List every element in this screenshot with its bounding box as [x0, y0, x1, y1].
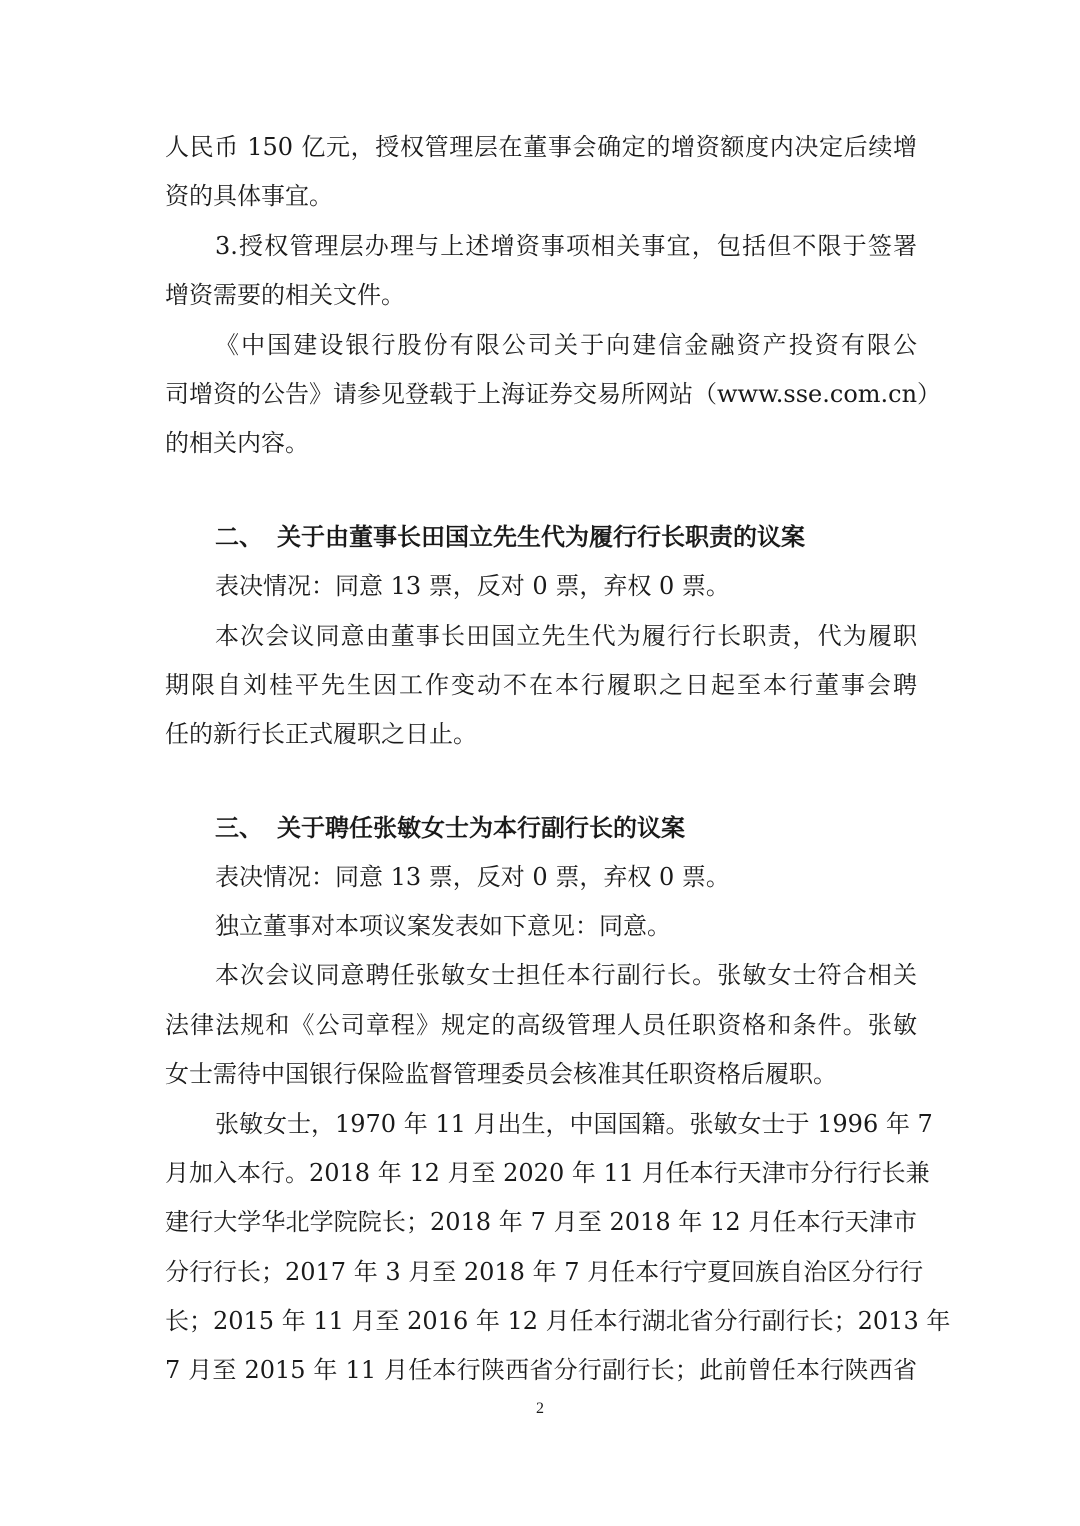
section-2-body-line-1: 本次会议同意由董事长田国立先生代为履行行长职责，代为履职 — [215, 622, 917, 650]
section-3-bio-line-5: 长；2015 年 11 月至 2016 年 12 月任本行湖北省分行副行长；2013 年 — [165, 1307, 951, 1335]
section-2-body-line-2: 期限自刘桂平先生因工作变动不在本行履职之日起至本行董事会聘 — [165, 671, 917, 699]
paragraph-2-line-1: 3.授权管理层办理与上述增资事项相关事宜，包括但不限于签署 — [215, 232, 917, 260]
section-3-body-line-1: 本次会议同意聘任张敏女士担任本行副行长。张敏女士符合相关 — [215, 961, 917, 989]
section-2-body-line-3: 任的新行长正式履职之日止。 — [165, 720, 477, 748]
section-2-title: 关于由董事长田国立先生代为履行行长职责的议案 — [277, 523, 805, 551]
paragraph-3-line-3: 的相关内容。 — [165, 429, 309, 457]
section-3-bio-line-6: 7 月至 2015 年 11 月任本行陕西省分行副行长；此前曾任本行陕西省 — [165, 1356, 917, 1384]
section-3-vote: 表决情况：同意 13 票，反对 0 票，弃权 0 票。 — [215, 863, 730, 891]
section-3-title: 关于聘任张敏女士为本行副行长的议案 — [277, 814, 685, 842]
paragraph-3-line-1: 《中国建设银行股份有限公司关于向建信金融资产投资有限公 — [215, 331, 917, 359]
section-3-heading — [215, 812, 685, 844]
page-number: 2 — [536, 1400, 544, 1417]
section-2-number: 二、 — [215, 523, 263, 551]
section-3-bio-line-2: 月加入本行。2018 年 12 月至 2020 年 11 月任本行天津市分行行长兼 — [165, 1159, 930, 1187]
paragraph-3-line-2: 司增资的公告》请参见登载于上海证券交易所网站（www.sse.com.cn） — [165, 380, 942, 408]
paragraph-2-line-2: 增资需要的相关文件。 — [165, 281, 405, 309]
section-3-body-line-2: 法律法规和《公司章程》规定的高级管理人员任职资格和条件。张敏 — [165, 1011, 917, 1039]
section-3-body-line-3: 女士需待中国银行保险监督管理委员会核准其任职资格后履职。 — [165, 1060, 837, 1088]
paragraph-1-line-2: 资的具体事宜。 — [165, 182, 333, 210]
section-3-bio-line-4: 分行行长；2017 年 3 月至 2018 年 7 月任本行宁夏回族自治区分行行 — [165, 1258, 924, 1286]
section-3-opinion: 独立董事对本项议案发表如下意见：同意。 — [215, 912, 671, 940]
section-3-bio-line-1: 张敏女士，1970 年 11 月出生，中国国籍。张敏女士于 1996 年 7 — [215, 1110, 933, 1138]
section-3-bio-line-3: 建行大学华北学院院长；2018 年 7 月至 2018 年 12 月任本行天津市 — [165, 1208, 917, 1236]
section-2-heading — [215, 521, 805, 553]
section-2-vote: 表决情况：同意 13 票，反对 0 票，弃权 0 票。 — [215, 572, 730, 600]
section-3-number: 三、 — [215, 814, 263, 842]
paragraph-1-line-1: 人民币 150 亿元，授权管理层在董事会确定的增资额度内决定后续增 — [165, 133, 917, 161]
